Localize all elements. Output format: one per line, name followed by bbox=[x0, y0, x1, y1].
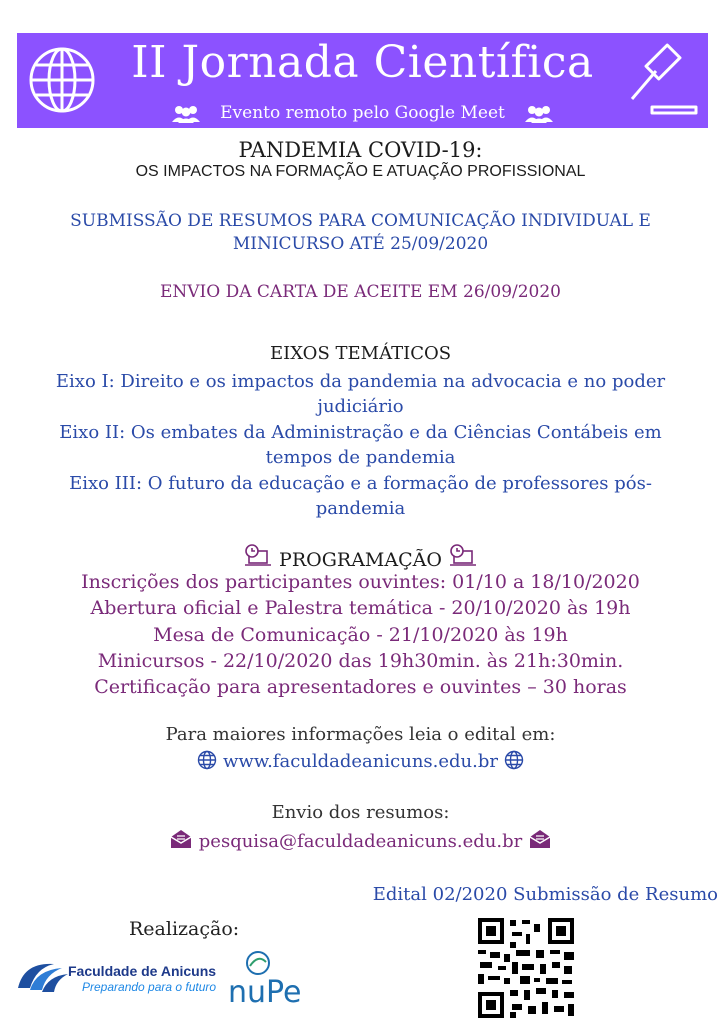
gavel-icon bbox=[624, 41, 702, 121]
faculdade-tagline: Preparando para o futuro bbox=[82, 980, 217, 994]
people-icon bbox=[524, 104, 554, 124]
acceptance-date: ENVIO DA CARTA DE ACEITE EM 26/09/2020 bbox=[159, 282, 561, 302]
event-title: II Jornada Científica bbox=[131, 37, 594, 88]
envelope-icon bbox=[169, 828, 193, 850]
schedule-item: Certificação para apresentadores e ouvintes – 30 horas bbox=[94, 676, 627, 698]
people-icon bbox=[171, 104, 201, 124]
eixo-line: tempos de pandemia bbox=[265, 447, 456, 468]
eixo-line: judiciário bbox=[317, 396, 404, 417]
programacao-title: PROGRAMAÇÃO bbox=[279, 549, 442, 571]
qr-code[interactable] bbox=[476, 916, 576, 1020]
eixo-line: Eixo I: Direito e os impactos da pandemia na advocacia e no poder bbox=[55, 371, 666, 392]
title-banner bbox=[17, 33, 708, 128]
event-subtitle bbox=[17, 103, 708, 124]
schedule-item: Mesa de Comunicação - 21/10/2020 às 19h bbox=[153, 624, 568, 646]
website-line bbox=[0, 750, 721, 772]
submission-line-2: MINICURSO ATÉ 25/09/2020 bbox=[232, 234, 489, 254]
eixo-line: Eixo III: O futuro da educação e a formação de professores pós- bbox=[69, 473, 652, 494]
schedule-item: Abertura oficial e Palestra temática - 20/10/2020 às 19h bbox=[90, 597, 631, 619]
eixo-line: pandemia bbox=[315, 498, 406, 519]
nupe-logo bbox=[228, 946, 338, 1012]
info-label: Para maiores informações leia o edital em: bbox=[165, 724, 556, 745]
edital-text: Edital 02/2020 Submissão de Resumo bbox=[372, 884, 718, 905]
email-line bbox=[0, 828, 721, 852]
realizacao-label: Realização: bbox=[129, 918, 240, 940]
envelope-icon bbox=[528, 828, 552, 850]
eixos-heading: EIXOS TEMÁTICOS bbox=[269, 343, 452, 364]
globe-icon bbox=[197, 750, 217, 770]
laptop-clock-icon bbox=[448, 543, 478, 569]
nupe-emblem-icon bbox=[228, 946, 338, 1008]
theme-title: PANDEMIA COVID-19: bbox=[238, 138, 483, 162]
schedule-item: Minicursos - 22/10/2020 das 19h30min. às 21h:30min. bbox=[97, 650, 624, 672]
envio-label: Envio dos resumos: bbox=[271, 802, 450, 823]
programacao-heading bbox=[0, 543, 721, 571]
faculdade-logo-icon bbox=[14, 958, 70, 996]
nupe-text: nuPe bbox=[228, 975, 302, 1008]
schedule-item: Inscrições dos participantes ouvintes: 01/10 a 18/10/2020 bbox=[81, 571, 640, 593]
submission-line-1: SUBMISSÃO DE RESUMOS PARA COMUNICAÇÃO INDIVIDUAL E bbox=[70, 211, 651, 231]
faculdade-name: Faculdade de Anicuns bbox=[68, 963, 217, 979]
website-link[interactable]: www.faculdadeanicuns.edu.br bbox=[223, 751, 498, 772]
laptop-clock-icon bbox=[243, 543, 273, 569]
eixo-line: Eixo II: Os embates da Administração e da Ciências Contábeis em bbox=[59, 422, 662, 443]
theme-subtitle: OS IMPACTOS NA FORMAÇÃO E ATUAÇÃO PROFISSIONAL bbox=[135, 163, 586, 180]
globe-icon bbox=[504, 750, 524, 770]
email-link[interactable]: pesquisa@faculdadeanicuns.edu.br bbox=[198, 831, 523, 852]
subtitle-text: Evento remoto pelo Google Meet bbox=[220, 103, 505, 123]
